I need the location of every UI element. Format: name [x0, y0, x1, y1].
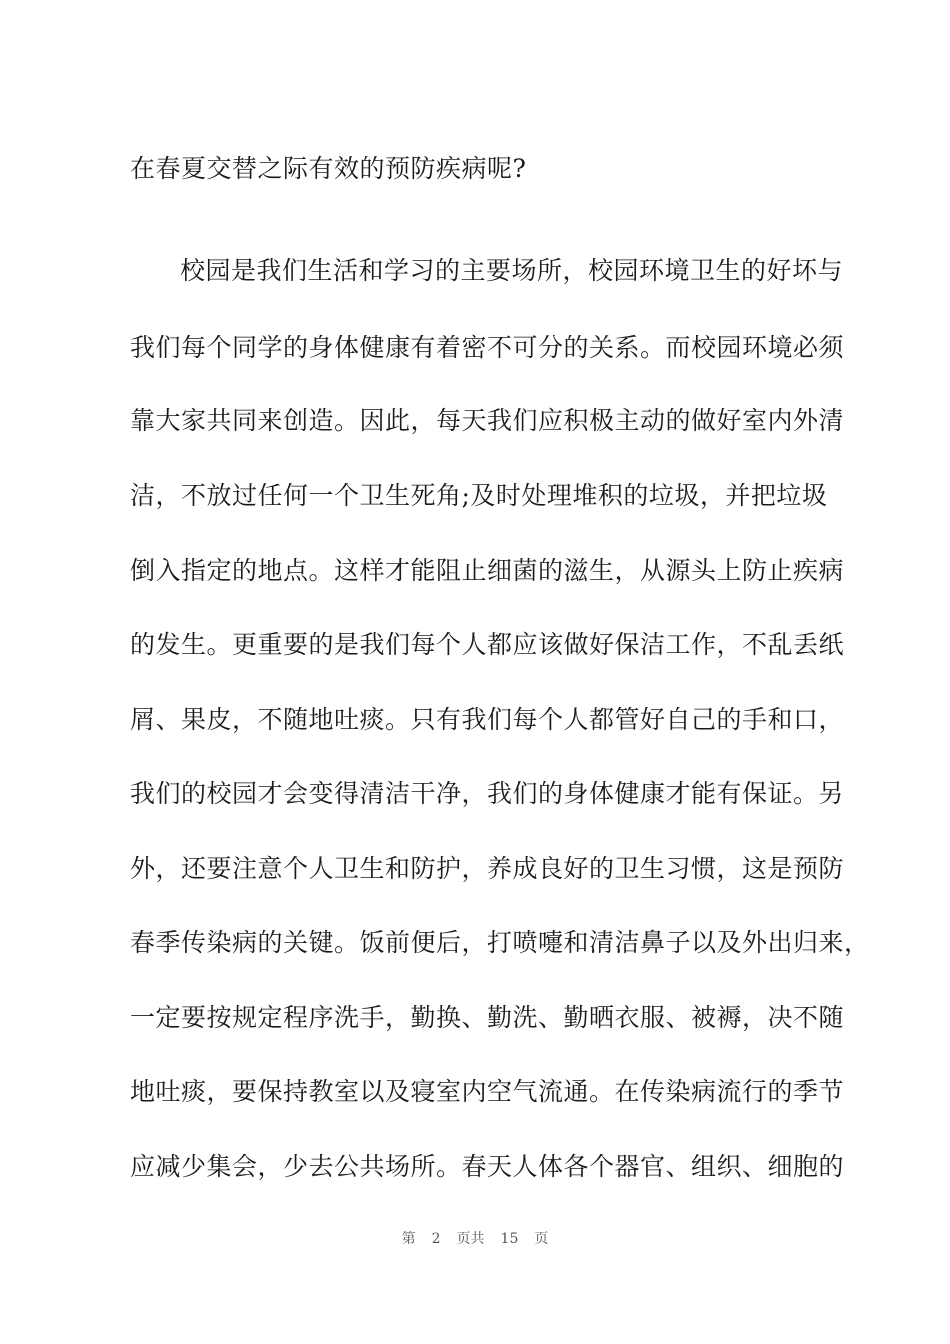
text-line-6: 倒入指定的地点。这样才能阻止细菌的滋生，从源头上防止疾病 [130, 556, 845, 585]
text-line-12: 一定要按规定程序洗手，勤换、勤洗、勤晒衣服、被褥，决不随 [130, 1003, 845, 1032]
text-line-2: 校园是我们生活和学习的主要场所，校园环境卫生的好坏与 [180, 256, 844, 285]
text-line-1: 在春夏交替之际有效的预防疾病呢? [130, 154, 527, 183]
text-line-7: 的发生。更重要的是我们每个人都应该做好保洁工作，不乱丢纸 [130, 630, 845, 659]
page-footer [0, 1228, 950, 1248]
footer-suffix: 页 [534, 1231, 549, 1247]
footer-middle: 页共 [456, 1231, 485, 1247]
text-line-13: 地吐痰，要保持教室以及寝室内空气流通。在传染病流行的季节 [130, 1077, 845, 1106]
footer-current-page: 2 [431, 1231, 441, 1247]
text-line-3: 我们每个同学的身体健康有着密不可分的关系。而校园环境必须 [130, 333, 845, 362]
text-line-5: 洁，不放过任何一个卫生死角;及时处理堆积的垃圾，并把垃圾 [130, 481, 828, 510]
text-line-14: 应减少集会，少去公共场所。春天人体各个器官、组织、细胞的 [130, 1152, 845, 1181]
text-line-10: 外，还要注意个人卫生和防护，养成良好的卫生习惯，这是预防 [130, 854, 845, 883]
text-line-9: 我们的校园才会变得清洁干净，我们的身体健康才能有保证。另 [130, 779, 845, 808]
footer-prefix: 第 [401, 1231, 416, 1247]
footer-total-pages: 15 [500, 1231, 519, 1247]
text-line-8: 屑、果皮，不随地吐痰。只有我们每个人都管好自己的手和口， [130, 705, 845, 734]
text-line-11: 春季传染病的关键。饭前便后，打喷嚏和清洁鼻子以及外出归来， [130, 928, 870, 957]
text-line-4: 靠大家共同来创造。因此，每天我们应积极主动的做好室内外清 [130, 406, 845, 435]
